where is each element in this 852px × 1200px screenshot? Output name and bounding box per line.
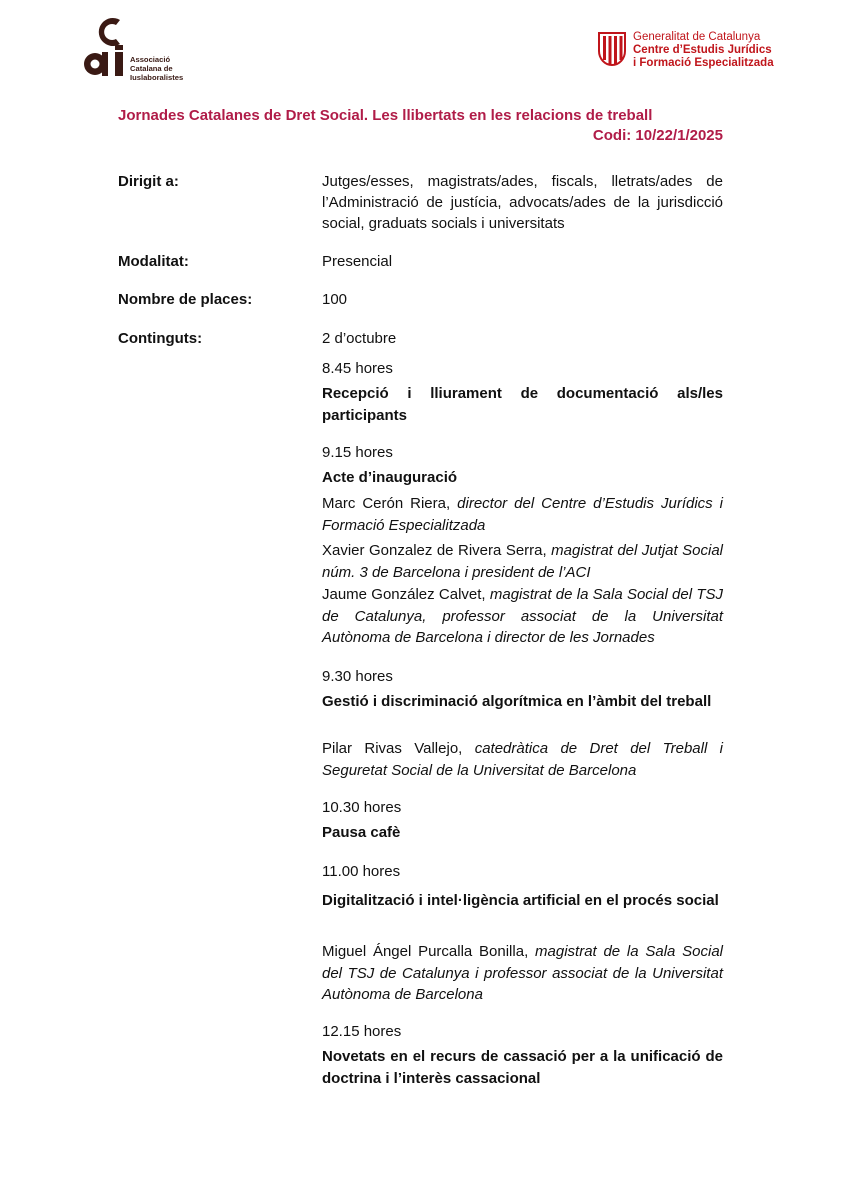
schedule-time: 10.30 hores (322, 799, 402, 816)
speaker-role: magistrat de la Sala Social del TSJ de Catalunya i professor associat de la Universitat Autònoma de Barcelona (322, 943, 723, 1003)
schedule-time: 9.30 hores (322, 668, 393, 685)
course-heading (118, 106, 723, 146)
contents-date: 2 d’octubre (322, 330, 397, 347)
schedule-time: 12.15 hores (322, 1023, 402, 1040)
speaker-name: Xavier Gonzalez de Rivera Serra, (322, 542, 547, 559)
schedule-item (322, 358, 723, 380)
modality-label: Modalitat: (118, 253, 189, 270)
schedule-title: Novetats en el recurs de cassació per a la unificació de doctrina i l’interès cassacional (322, 1048, 723, 1087)
modality-value: Presencial (322, 253, 393, 270)
schedule-title: Gestió i discriminació algorítmica en l’àmbit del treball (322, 693, 712, 710)
generalitat-line-2: Centre d’Estudis Jurídics (633, 44, 772, 56)
places-label: Nombre de places: (118, 291, 253, 308)
generalitat-line-1: Generalitat de Catalunya (633, 31, 761, 43)
schedule-title: Digitalització i intel·ligència artificial en el procés social (322, 892, 719, 909)
schedule-title: Pausa cafè (322, 824, 401, 841)
schedule-title: Recepció i lliurament de documentació als/les participants (322, 385, 723, 424)
schedule-time: 9.15 hores (322, 444, 393, 461)
schedule-time: 11.00 hores (322, 863, 401, 880)
generalitat-logo-text (633, 31, 774, 70)
generalitat-logo (597, 30, 787, 74)
contents-label: Continguts: (118, 330, 203, 347)
speaker-entry (322, 941, 723, 1006)
aci-logo-line-1: Associació (130, 55, 171, 64)
aci-logo-line-2: Catalana de (130, 64, 173, 73)
schedule-time: 8.45 hores (322, 360, 393, 377)
aci-logo (82, 14, 202, 80)
speaker-name: Miguel Ángel Purcalla Bonilla, (322, 943, 529, 960)
speaker-entry (322, 493, 723, 536)
places-value: 100 (322, 291, 348, 308)
speaker-entry (322, 584, 723, 649)
aci-logo-line-3: Iuslaboralistes (130, 73, 184, 82)
audience-value: Jutges/esses, magistrats/ades, fiscals, lletrats/ades de l’Administració de justícia, advocats/ades de la jurisdicció social, graduats socials i universitats (322, 173, 723, 232)
speaker-entry (322, 738, 723, 781)
course-title: Jornades Catalanes de Dret Social. Les llibertats en les relacions de treball (118, 107, 653, 124)
speaker-role: magistrat de la Sala Social del TSJ de Catalunya, professor associat de la Universitat Autònoma de Barcelona i director de les Jornades (322, 586, 723, 646)
speaker-role: magistrat del Jutjat Social núm. 3 de Barcelona i president de l’ACI (322, 542, 723, 581)
speaker-role: director del Centre d’Estudis Jurídics i Formació Especialitzada (322, 495, 723, 534)
speaker-name: Jaume González Calvet, (322, 586, 486, 603)
speaker-entry (322, 540, 723, 583)
schedule-title: Acte d’inauguració (322, 469, 458, 486)
senyera-icon (597, 31, 627, 67)
speaker-role: catedràtica de Dret del Treball i Seguretat Social de la Universitat de Barcelona (322, 740, 723, 779)
generalitat-line-3: i Formació Especialitzada (633, 57, 774, 69)
speaker-name: Marc Cerón Riera, (322, 495, 451, 512)
course-code: Codi: 10/22/1/2025 (592, 127, 723, 144)
audience-label: Dirigit a: (118, 173, 179, 190)
aci-logo-text (130, 55, 183, 82)
speaker-name: Pilar Rivas Vallejo, (322, 740, 463, 757)
